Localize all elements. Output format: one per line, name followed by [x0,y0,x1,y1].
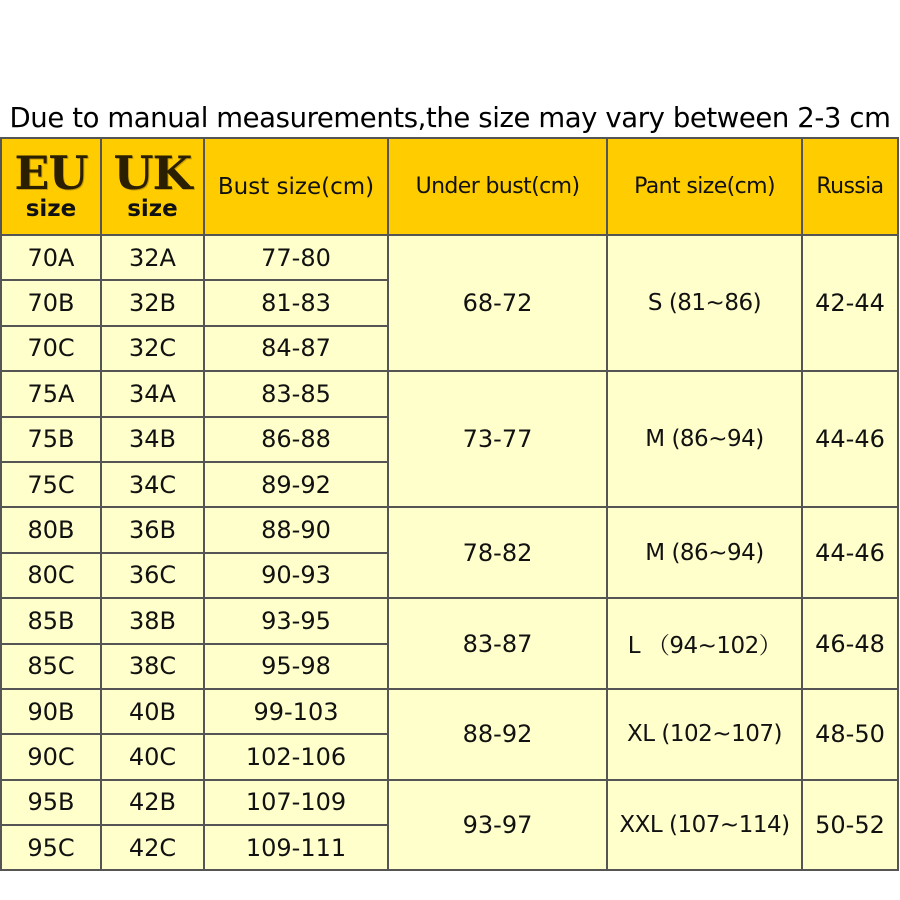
russia-size-cell: 48-50 [802,689,898,780]
bust-size-cell: 107-109 [204,780,388,825]
pant-size-cell: L （94~102） [607,598,802,689]
bust-size-cell: 77-80 [204,235,388,280]
russia-size-cell: 46-48 [802,598,898,689]
table-row [1,689,898,734]
bust-size-cell: 84-87 [204,326,388,371]
header-row [1,138,898,235]
bust-size-cell: 81-83 [204,280,388,325]
table-row [1,235,898,280]
uk-logo-text: UK [113,145,192,200]
eu-size-cell: 85B [1,598,101,643]
eu-size-cell: 80B [1,507,101,552]
eu-size-cell: 95B [1,780,101,825]
bust-size-cell: 83-85 [204,371,388,416]
eu-size-cell: 75A [1,371,101,416]
eu-size-cell: 85C [1,644,101,689]
pant-size-cell: S (81~86) [607,235,802,371]
under-bust-cell: 93-97 [388,780,607,871]
pant-size-cell: XXL (107~114) [607,780,802,871]
russia-size-cell: 50-52 [802,780,898,871]
bust-size-cell: 99-103 [204,689,388,734]
header-russia: Russia [802,138,898,235]
uk-size-cell: 38C [101,644,204,689]
bust-size-cell: 86-88 [204,417,388,462]
bust-size-cell: 109-111 [204,825,388,870]
russia-size-cell: 42-44 [802,235,898,371]
eu-size-cell: 90B [1,689,101,734]
uk-size-cell: 36B [101,507,204,552]
uk-size-cell: 38B [101,598,204,643]
bust-size-cell: 89-92 [204,462,388,507]
table-row [1,507,898,552]
eu-size-cell: 95C [1,825,101,870]
pant-size-cell: M (86~94) [607,507,802,598]
bust-size-cell: 95-98 [204,644,388,689]
header-pant-size: Pant size(cm) [607,138,802,235]
russia-size-cell: 44-46 [802,507,898,598]
uk-size-cell: 32B [101,280,204,325]
uk-size-cell: 32C [101,326,204,371]
eu-size-cell: 75C [1,462,101,507]
measurement-note: Due to manual measurements,the size may vary between 2-3 cm [9,102,891,134]
header-uk-size [101,138,204,235]
size-rows [1,235,898,870]
eu-size-cell: 90C [1,734,101,779]
bust-size-cell: 102-106 [204,734,388,779]
eu-size-cell: 70B [1,280,101,325]
uk-size-label: size [127,195,178,222]
eu-size-cell: 75B [1,417,101,462]
bust-size-cell: 88-90 [204,507,388,552]
under-bust-cell: 83-87 [388,598,607,689]
bust-size-cell: 93-95 [204,598,388,643]
eu-size-cell: 80C [1,553,101,598]
uk-size-cell: 32A [101,235,204,280]
header-bust-size: Bust size(cm) [204,138,388,235]
table-row [1,598,898,643]
eu-size-label: size [25,195,77,222]
eu-size-cell: 70A [1,235,101,280]
table-row [1,371,898,416]
uk-size-cell: 36C [101,553,204,598]
uk-size-cell: 42B [101,780,204,825]
russia-size-cell: 44-46 [802,371,898,507]
table-row [1,780,898,825]
uk-size-cell: 34A [101,371,204,416]
uk-size-cell: 40C [101,734,204,779]
size-chart-table [0,137,899,871]
eu-size-cell: 70C [1,326,101,371]
uk-size-cell: 40B [101,689,204,734]
uk-size-cell: 42C [101,825,204,870]
uk-size-cell: 34C [101,462,204,507]
header-under-bust: Under bust(cm) [388,138,607,235]
under-bust-cell: 73-77 [388,371,607,507]
under-bust-cell: 78-82 [388,507,607,598]
pant-size-cell: XL (102~107) [607,689,802,780]
header-eu-size [1,138,101,235]
eu-logo-text: EU [14,145,88,200]
bust-size-cell: 90-93 [204,553,388,598]
pant-size-cell: M (86~94) [607,371,802,507]
uk-size-cell: 34B [101,417,204,462]
under-bust-cell: 68-72 [388,235,607,371]
under-bust-cell: 88-92 [388,689,607,780]
